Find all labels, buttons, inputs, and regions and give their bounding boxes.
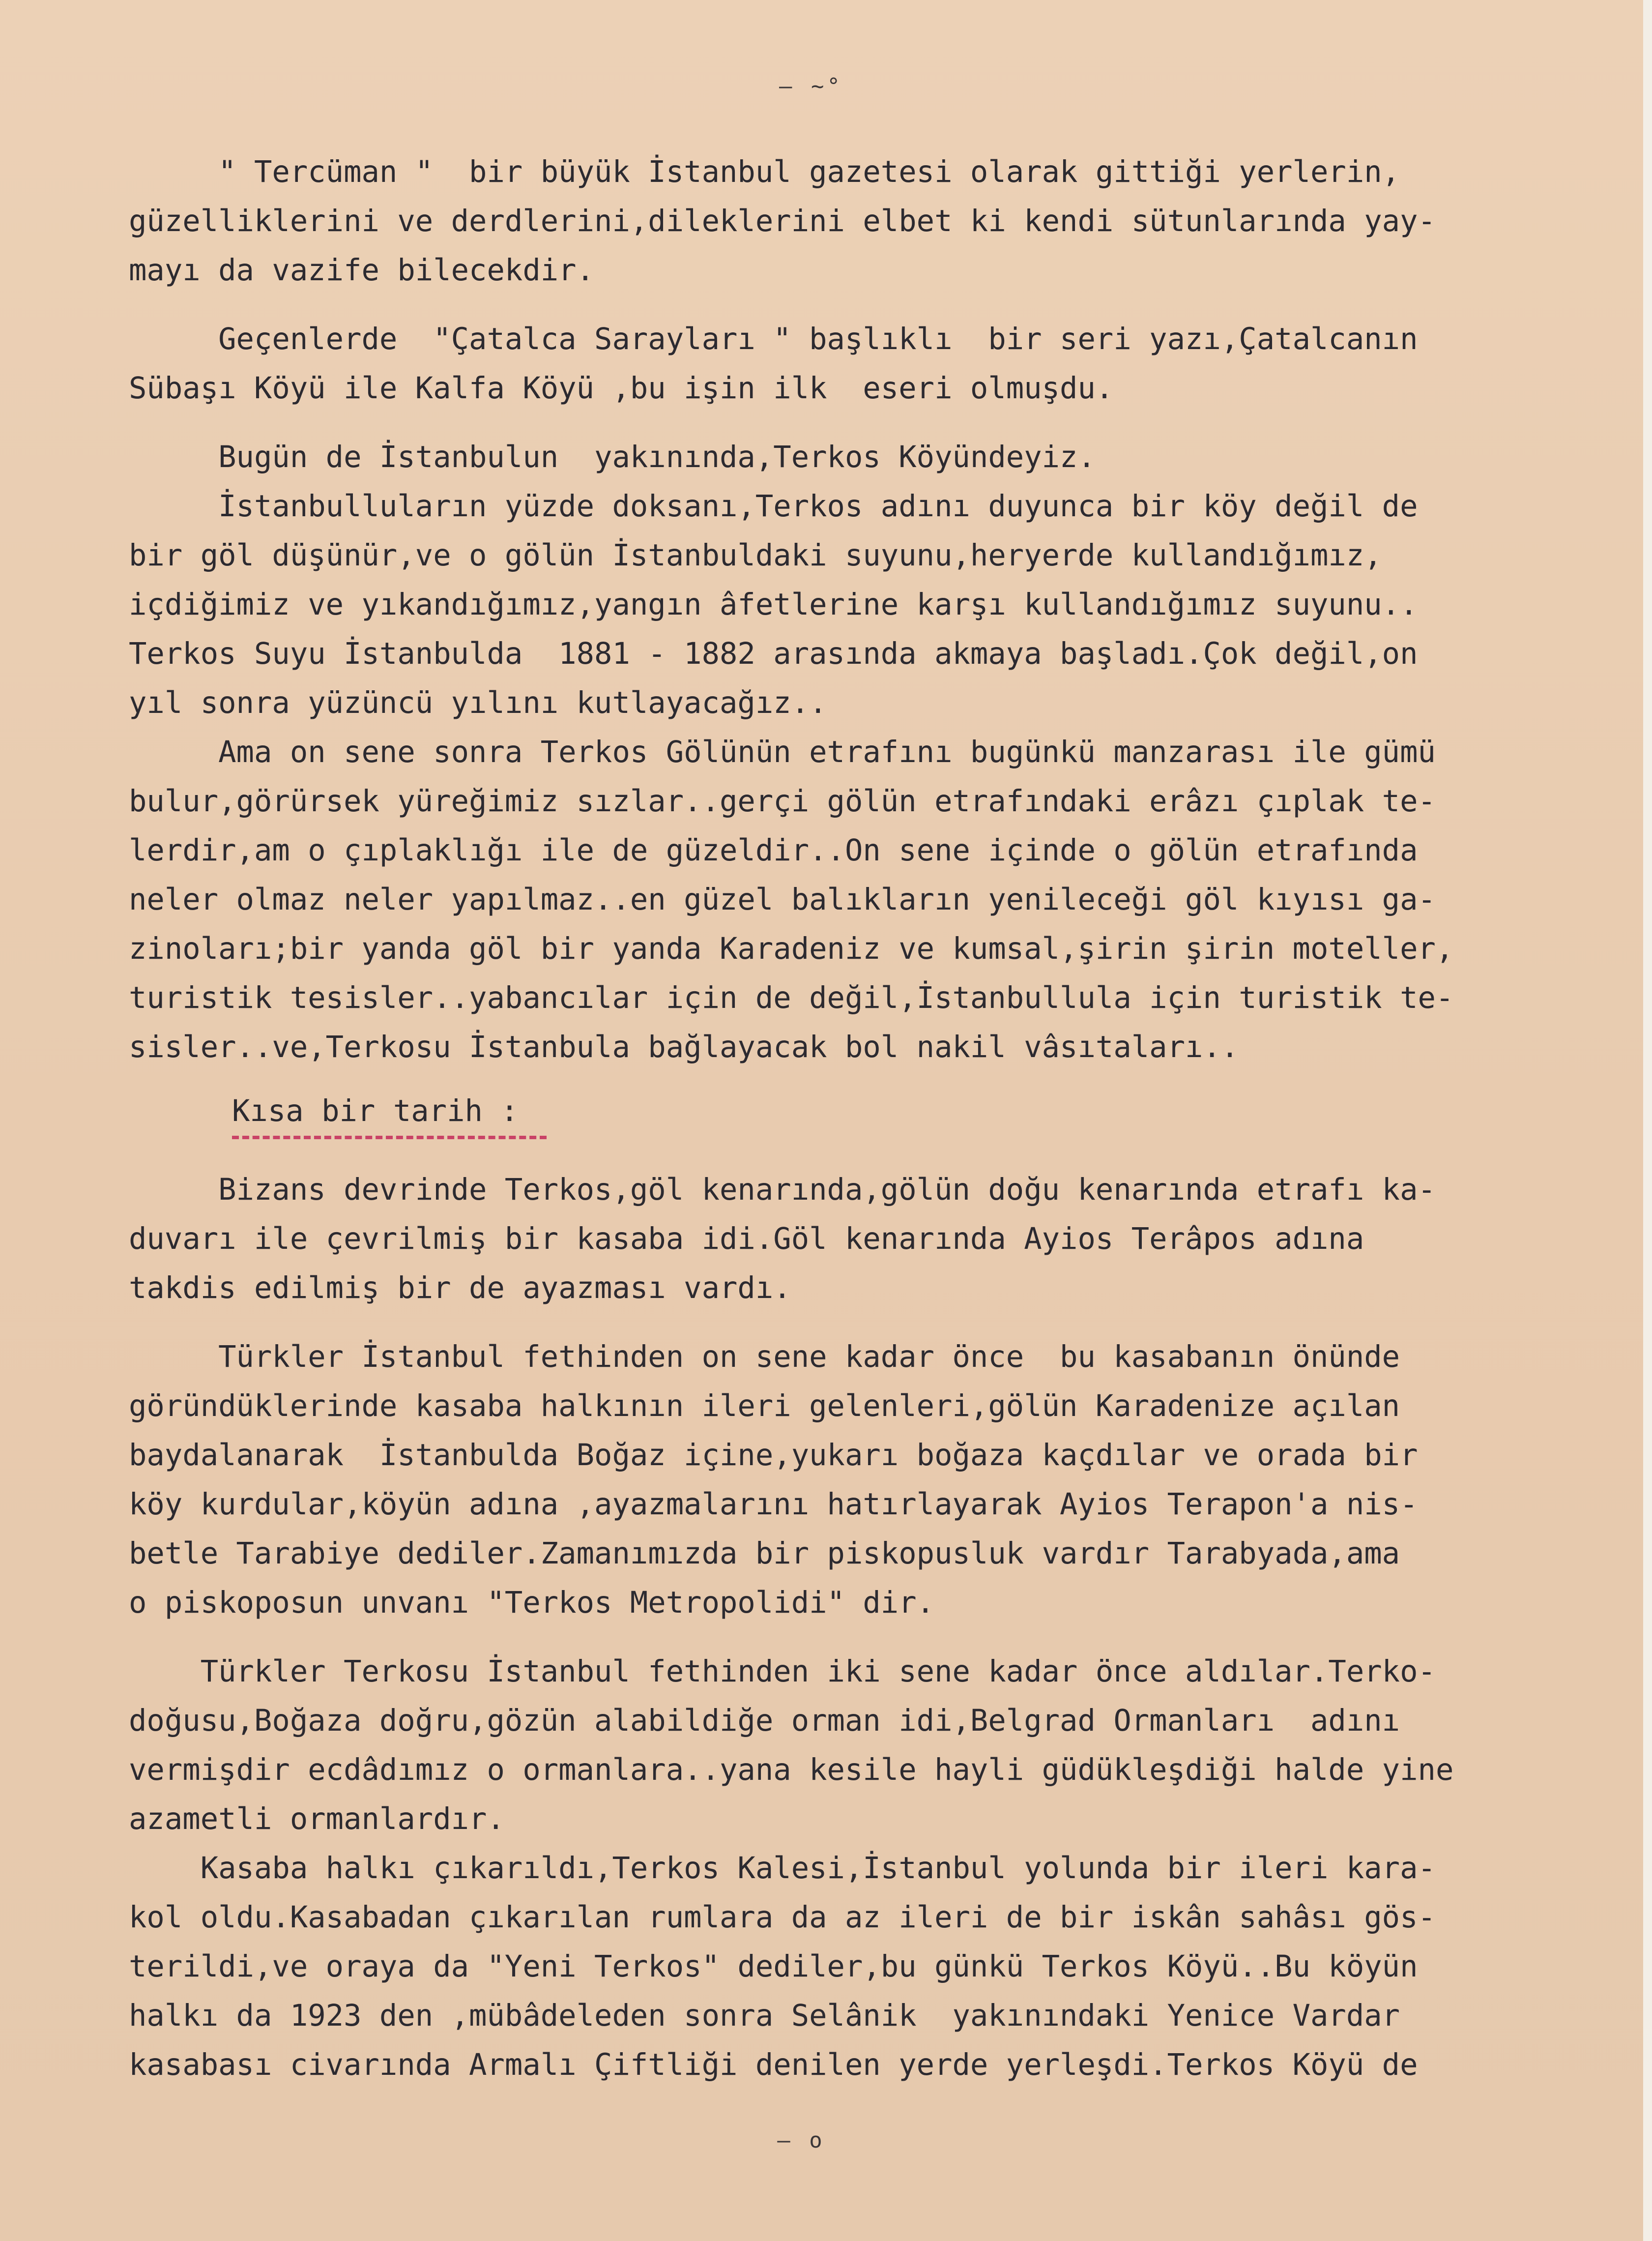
text-line: kasabası civarında Armalı Çiftliği denilen yerde yerleşdi.Terkos Köyü de [129,2048,1418,2082]
text-line: sisler..ve,Terkosu İstanbula bağlayacak bol nakil vâsıtaları.. [129,1030,1239,1064]
heading-underline [232,1136,547,1139]
paragraph [129,482,1584,728]
paragraph [129,728,1584,1072]
text-line: bir göl düşünür,ve o gölün İstanbuldaki suyunu,heryerde kullandığımız, [129,538,1382,573]
bottom-page-mark: — o [777,2128,825,2153]
text-line: lerdir,am o çıplaklığı ile de güzeldir..On sene içinde o gölün etrafında [129,833,1418,868]
text-line: Kasaba halkı çıkarıldı,Terkos Kalesi,İstanbul yolunda bir ileri kara- [129,1851,1436,1886]
text-line: betle Tarabiye dediler.Zamanımızda bir piskopusluk vardır Tarabyada,ama [129,1536,1400,1571]
text-line: içdiğimiz ve yıkandığımız,yangın âfetlerine karşı kullandığımız suyunu.. [129,588,1418,622]
text-line: azametli ormanlardır. [129,1802,505,1836]
paragraph-gap [129,1313,1584,1332]
text-line: doğusu,Boğaza doğru,gözün alabildiğe orman idi,Belgrad Ormanları adını [129,1704,1400,1738]
text-line: duvarı ile çevrilmiş bir kasaba idi.Göl kenarında Ayios Terâpos adına [129,1222,1364,1256]
text-line: köy kurdular,köyün adına ,ayazmalarını hatırlayarak Ayios Terapon'a nis- [129,1487,1418,1522]
text-line: halkı da 1923 den ,mübâdeleden sonra Selânik yakınındaki Yenice Vardar [129,1999,1400,2033]
text-line: o piskoposun unvanı "Terkos Metropolidi" dir. [129,1586,935,1620]
text-line: neler olmaz neler yapılmaz..en güzel balıkların yenileceği göl kıyısı ga- [129,883,1436,917]
text-line: Geçenlerde "Çatalca Sarayları " başlıklı bir seri yazı,Çatalcanın [129,322,1418,356]
paragraph [129,1332,1584,1627]
text-line: İstanbulluların yüzde doksanı,Terkos adını duyunca bir köy değil de [129,489,1418,524]
text-line: Ama on sene sonra Terkos Gölünün etrafını bugünkü manzarası ile gümü [129,735,1436,769]
text-line: terildi,ve oraya da "Yeni Terkos" dediler,bu günkü Terkos Köyü..Bu köyün [129,1949,1418,1984]
text-line: baydalanarak İstanbulda Boğaz içine,yukarı boğaza kaçdılar ve orada bir [129,1438,1418,1473]
text-line: Bizans devrinde Terkos,göl kenarında,gölün doğu kenarında etrafı ka- [129,1173,1436,1207]
paragraph-gap [129,413,1584,433]
paragraph [129,433,1584,482]
text-line: Türkler İstanbul fethinden on sene kadar önce bu kasabanın önünde [129,1340,1400,1374]
section-heading: Kısa bir tarih : [232,1094,519,1128]
text-line: Türkler Terkosu İstanbul fethinden iki sene kadar önce aldılar.Terko- [129,1654,1436,1689]
section-heading-block [129,1072,1584,1165]
text-line: takdis edilmiş bir de ayazması vardı. [129,1271,791,1305]
document-body [129,147,1584,2090]
paragraph-gap [129,1627,1584,1647]
text-line: mayı da vazife bilecekdir. [129,253,595,288]
text-line: Sübaşı Köyü ile Kalfa Köyü ,bu işin ilk eseri olmuşdu. [129,371,1114,406]
text-line: Bugün de İstanbulun yakınında,Terkos Köyündeyiz. [129,440,1096,474]
text-line: yıl sonra yüzüncü yılını kutlayacağız.. [129,686,827,720]
paragraph [129,315,1584,413]
text-line: göründüklerinde kasaba halkının ileri gelenleri,gölün Karadenize açılan [129,1389,1400,1423]
top-page-mark: — ~° [779,74,843,99]
text-line: vermişdir ecdâdımız o ormanlara..yana kesile hayli güdükleşdiği halde yine [129,1753,1454,1787]
text-line: kol oldu.Kasabadan çıkarılan rumlara da az ileri de bir iskân sahâsı gös- [129,1900,1436,1935]
paragraph [129,1844,1584,2090]
page-edge [1643,0,1652,2241]
text-line: zinoları;bir yanda göl bir yanda Karadeniz ve kumsal,şirin şirin moteller, [129,932,1454,966]
text-line: turistik tesisler..yabancılar için de değil,İstanbullula için turistik te- [129,981,1454,1015]
paragraph [129,1647,1584,1844]
paragraph [129,1165,1584,1313]
text-line: bulur,görürsek yüreğimiz sızlar..gerçi gölün etrafındaki erâzı çıplak te- [129,784,1436,819]
text-line: " Tercüman " bir büyük İstanbul gazetesi olarak gittiği yerlerin, [129,155,1400,189]
paragraph-gap [129,295,1584,315]
text-line: güzelliklerini ve derdlerini,dileklerini elbet ki kendi sütunlarında yay- [129,204,1436,238]
text-line: Terkos Suyu İstanbulda 1881 - 1882 arasında akmaya başladı.Çok değil,on [129,637,1418,671]
paragraph [129,147,1584,295]
